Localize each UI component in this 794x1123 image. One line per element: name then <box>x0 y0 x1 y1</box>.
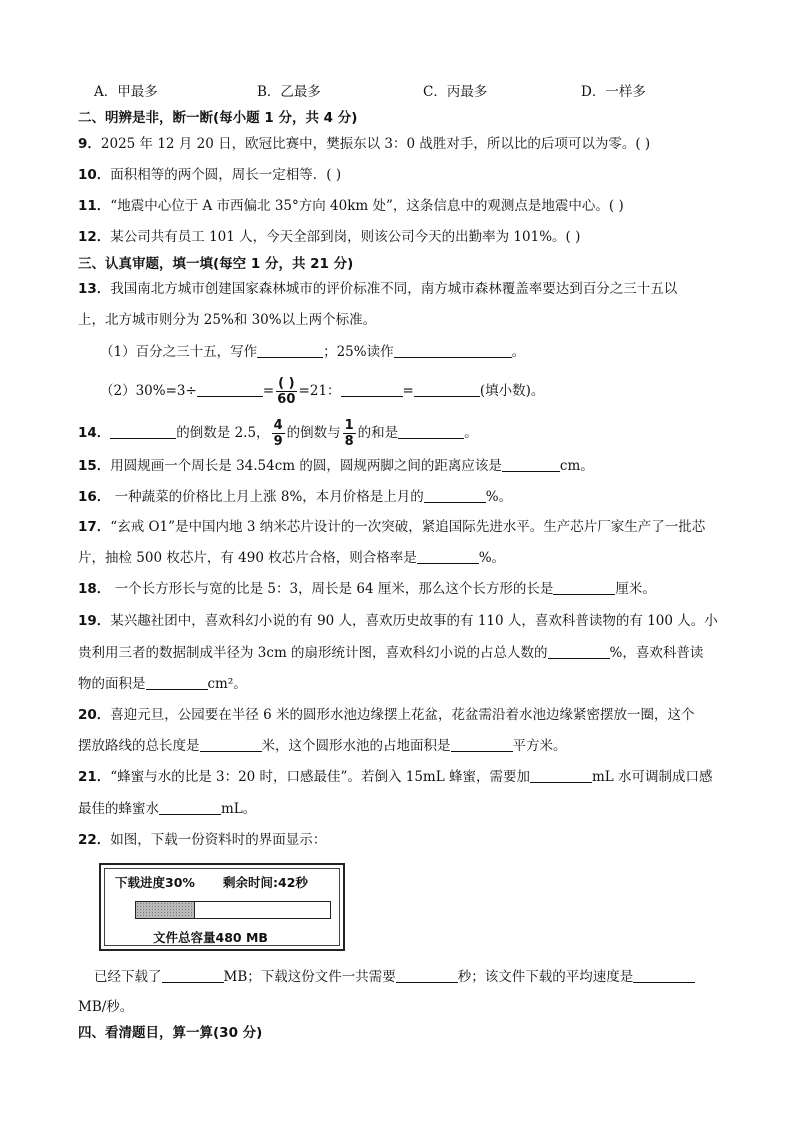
text: 。 <box>464 425 478 441</box>
text: 的倒数是 2.5， <box>176 425 270 441</box>
text: 米，这个圆形水池的占地面积是 <box>261 738 451 754</box>
text: %。 <box>485 489 513 505</box>
answer-blank[interactable] <box>146 675 208 690</box>
question-number: 18． <box>78 581 111 597</box>
question-22-answer-line1 <box>94 967 695 987</box>
question-17-line1 <box>78 517 705 537</box>
download-progress-fill <box>136 902 195 918</box>
text: 用圆规画一个周长是 34.54cm 的圆，圆规两脚之间的距离应该是 <box>110 458 502 474</box>
text: 片，抽检 500 枚芯片，有 490 枚芯片合格，则合格率是 <box>78 550 417 566</box>
answer-blank[interactable] <box>417 549 479 564</box>
text: mL。 <box>221 801 257 817</box>
text: 秒；该文件下载的平均速度是 <box>457 969 634 985</box>
text: 贵利用三者的数据制成半径为 3cm 的扇形统计图，喜欢科幻小说的占总人数的 <box>78 645 548 661</box>
answer-blank[interactable] <box>341 382 403 397</box>
section4-heading: 四、看清题目，算一算(30 分) <box>78 1025 263 1041</box>
section2-heading: 二、明辨是非，断一断(每小题 1 分，共 4 分) <box>78 110 358 126</box>
text: 已经下载了 <box>94 969 162 985</box>
section3-heading: 三、认真审题，填一填(每空 1 分，共 21 分) <box>78 256 354 272</box>
fraction-numerator: 1 <box>344 418 354 433</box>
text: “玄戒 O1”是中国内地 3 纳米芯片设计的一次突破，紧追国际先进水平。生产芯片厂家生产了一批芯 <box>110 519 706 535</box>
question-text: “地震中心位于 A 市西偏北 35°方向 40km 处”，这条信息中的观测点是地震中心。( ) <box>110 198 624 214</box>
question-19-line1 <box>78 611 718 631</box>
download-panel-frame <box>104 868 340 946</box>
fraction-denominator: 8 <box>344 434 354 449</box>
answer-blank[interactable] <box>553 580 615 595</box>
text: = <box>262 383 275 399</box>
fraction-numerator: 4 <box>273 418 283 433</box>
download-remaining-time: 剩余时间:42秒 <box>223 875 308 890</box>
question-number: 13． <box>78 281 111 297</box>
text: cm²。 <box>207 676 247 692</box>
fraction <box>272 418 285 449</box>
answer-blank[interactable] <box>197 382 263 397</box>
question-18 <box>78 579 656 599</box>
question-number: 12． <box>78 229 111 245</box>
question-20-line2 <box>78 736 567 756</box>
question-19-line3 <box>78 674 247 694</box>
text: 如图，下载一份资料时的界面显示： <box>110 832 327 848</box>
question-number: 14． <box>78 425 111 441</box>
text: 一种蔬菜的价格比上月上涨 8%，本月价格是上月的 <box>110 489 424 505</box>
option-a[interactable]: A．甲最多 <box>94 84 158 100</box>
question-13-sub2 <box>100 376 544 407</box>
choice-options <box>94 80 714 102</box>
text: (填小数)。 <box>479 383 545 399</box>
fraction <box>343 418 356 449</box>
question-text: 面积相等的两个圆，周长一定相等．( ) <box>110 167 342 183</box>
download-progress-bar <box>135 901 331 919</box>
option-c[interactable]: C．丙最多 <box>423 84 488 100</box>
text: mL 水可调制成口感 <box>591 769 713 785</box>
question-number: 10． <box>78 167 111 183</box>
answer-blank[interactable] <box>424 488 486 503</box>
answer-blank[interactable] <box>110 424 176 439</box>
text: “蜂蜜与水的比是 3：20 时，口感最佳”。若倒入 15mL 蜂蜜，需要加 <box>110 769 530 785</box>
question-number: 19． <box>78 613 111 629</box>
question-number: 20． <box>78 707 111 723</box>
question-15 <box>78 456 594 476</box>
text: 最佳的蜂蜜水 <box>78 801 159 817</box>
text: 厘米。 <box>615 581 656 597</box>
question-13-line1 <box>78 279 677 299</box>
text: ；25%读作 <box>323 344 394 360</box>
question-number: 15． <box>78 458 111 474</box>
answer-blank[interactable] <box>396 968 458 983</box>
answer-blank[interactable] <box>502 457 560 472</box>
text: 。 <box>511 344 526 360</box>
question-21-line2 <box>78 799 256 819</box>
text: 平方米。 <box>512 738 567 754</box>
answer-blank[interactable] <box>200 737 262 752</box>
question-11 <box>78 196 624 216</box>
question-22 <box>78 830 326 850</box>
download-total-size: 文件总容量480 MB <box>153 930 268 945</box>
text: MB；下载这份文件一共需要 <box>223 969 396 985</box>
download-panel-figure <box>99 863 345 951</box>
question-number: 11． <box>78 198 111 214</box>
answer-blank[interactable] <box>633 968 695 983</box>
fraction-denominator: 60 <box>277 392 296 407</box>
answer-blank[interactable] <box>548 644 610 659</box>
fraction-numerator[interactable]: ( ) <box>278 376 295 391</box>
text: %，喜欢科普读 <box>609 645 704 661</box>
question-number: 16． <box>78 489 111 505</box>
text: （2）30%=3÷ <box>100 383 197 399</box>
question-text: 2025 年 12 月 20 日，欧冠比赛中，樊振东以 3：0 战胜对手，所以比的后项可以为零。( ) <box>100 136 651 152</box>
answer-blank[interactable] <box>394 343 512 358</box>
fraction-denominator: 9 <box>273 434 283 449</box>
answer-blank[interactable] <box>530 768 592 783</box>
question-22-answer-line2: MB/秒。 <box>78 999 134 1015</box>
question-20-line1 <box>78 705 694 725</box>
text: =21： <box>298 383 341 399</box>
question-number: 17． <box>78 519 111 535</box>
question-number: 22． <box>78 832 111 848</box>
download-progress-label: 下载进度30% <box>115 875 195 890</box>
text: 物的面积是 <box>78 676 146 692</box>
option-d[interactable]: D．一样多 <box>581 84 646 100</box>
answer-blank[interactable] <box>414 382 480 397</box>
question-13-line2: 上，北方城市则分为 25%和 30%以上两个标准。 <box>78 312 377 328</box>
question-text: 我国南北方城市创建国家森林城市的评价标准不同，南方城市森林覆盖率要达到百分之三十五以 <box>110 281 678 297</box>
answer-blank[interactable] <box>159 800 221 815</box>
answer-blank[interactable] <box>162 968 224 983</box>
text: 某兴趣社团中，喜欢科幻小说的有 90 人，喜欢历史故事的有 110 人，喜欢科普读物的有 100 人。小 <box>110 613 718 629</box>
question-number: 21． <box>78 769 111 785</box>
text: cm。 <box>559 458 594 474</box>
text: 喜迎元旦，公园要在半径 6 米的圆形水池边缘摆上花盆，花盆需沿着水池边缘紧密摆放一圈，这个 <box>110 707 695 723</box>
question-19-line2 <box>78 643 703 663</box>
fraction <box>276 376 296 407</box>
text: 的倒数与 <box>286 425 341 441</box>
question-number: 9． <box>78 136 101 152</box>
question-12 <box>78 227 580 247</box>
text: 的和是 <box>357 425 399 441</box>
question-text: 某公司共有员工 101 人，今天全部到岗，则该公司今天的出勤率为 101%。( ) <box>110 229 581 245</box>
text: 摆放路线的总长度是 <box>78 738 200 754</box>
question-13-sub1 <box>100 342 525 362</box>
answer-blank[interactable] <box>398 424 464 439</box>
text: 一个长方形长与宽的比是 5：3，周长是 64 厘米，那么这个长方形的长是 <box>110 581 554 597</box>
option-b[interactable]: B．乙最多 <box>257 84 321 100</box>
question-9 <box>78 134 650 154</box>
question-16 <box>78 487 512 507</box>
question-10 <box>78 165 341 185</box>
question-14 <box>78 418 478 449</box>
text: = <box>402 383 414 399</box>
text: （1）百分之三十五，写作 <box>100 344 258 360</box>
answer-blank[interactable] <box>257 343 323 358</box>
question-17-line2 <box>78 548 505 568</box>
text: %。 <box>478 550 506 566</box>
question-21-line1 <box>78 767 713 787</box>
answer-blank[interactable] <box>451 737 513 752</box>
